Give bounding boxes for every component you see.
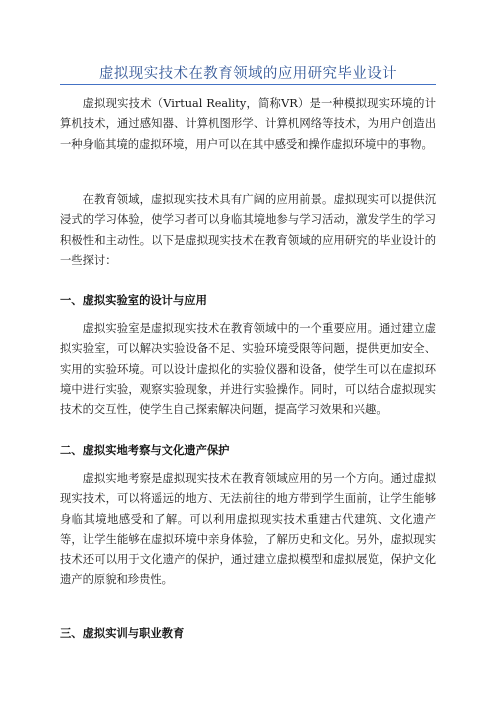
section-heading-1: 一、虚拟实验室的设计与应用 bbox=[60, 294, 207, 307]
document-title: 虚拟现实技术在教育领域的应用研究毕业设计 bbox=[99, 66, 397, 82]
section-body-1: 虚拟实验室是虚拟现实技术在教育领域中的一个重要应用。通过建立虚拟实验室，可以解决实验设备不足、实验环境受限等问题，提供更加安全、实用的实验环境。可以设计虚拟化的实验仪器和设备，使学生可以在虚拟环境中进行实验，观察实验现象，并进行实验操作。同时，可以结合虚拟现实技术的交互性，使学生自己探索解决问题，提高学习效果和兴趣。 bbox=[60, 322, 436, 417]
prospects-paragraph: 在教育领域，虚拟现实技术具有广阔的应用前景。虚拟现实可以提供沉浸式的学习体验，使学习者可以身临其境地参与学习活动，激发学生的学习积极性和主动性。以下是虚拟现实技术在教育领域的应用研究的毕业设计的一些探讨： bbox=[60, 193, 436, 267]
section-heading-3: 三、虚拟实训与职业教育 bbox=[60, 627, 185, 640]
title-underline bbox=[60, 84, 436, 85]
section-heading-2: 二、虚拟实地考察与文化遗产保护 bbox=[60, 444, 230, 457]
section-body-2: 虚拟实地考察是虚拟现实技术在教育领域应用的另一个方向。通过虚拟现实技术，可以将遥远的地方、无法前往的地方带到学生面前，让学生能够身临其境地感受和了解。可以利用虚拟现实技术重建古代建筑、文化遗产等，让学生能够在虚拟环境中亲身体验，了解历史和文化。另外，虚拟现实技术还可以用于文化遗产的保护，通过建立虚拟模型和虚拟展览，保护文化遗产的原貌和珍贵性。 bbox=[60, 472, 436, 587]
intro-paragraph: 虚拟现实技术（Virtual Reality，简称VR）是一种模拟现实环境的计算机技术，通过感知器、计算机图形学、计算机网络等技术，为用户创造出一种身临其境的虚拟环境，用户可以在其中感受和操作虚拟环境中的事物。 bbox=[60, 97, 436, 151]
